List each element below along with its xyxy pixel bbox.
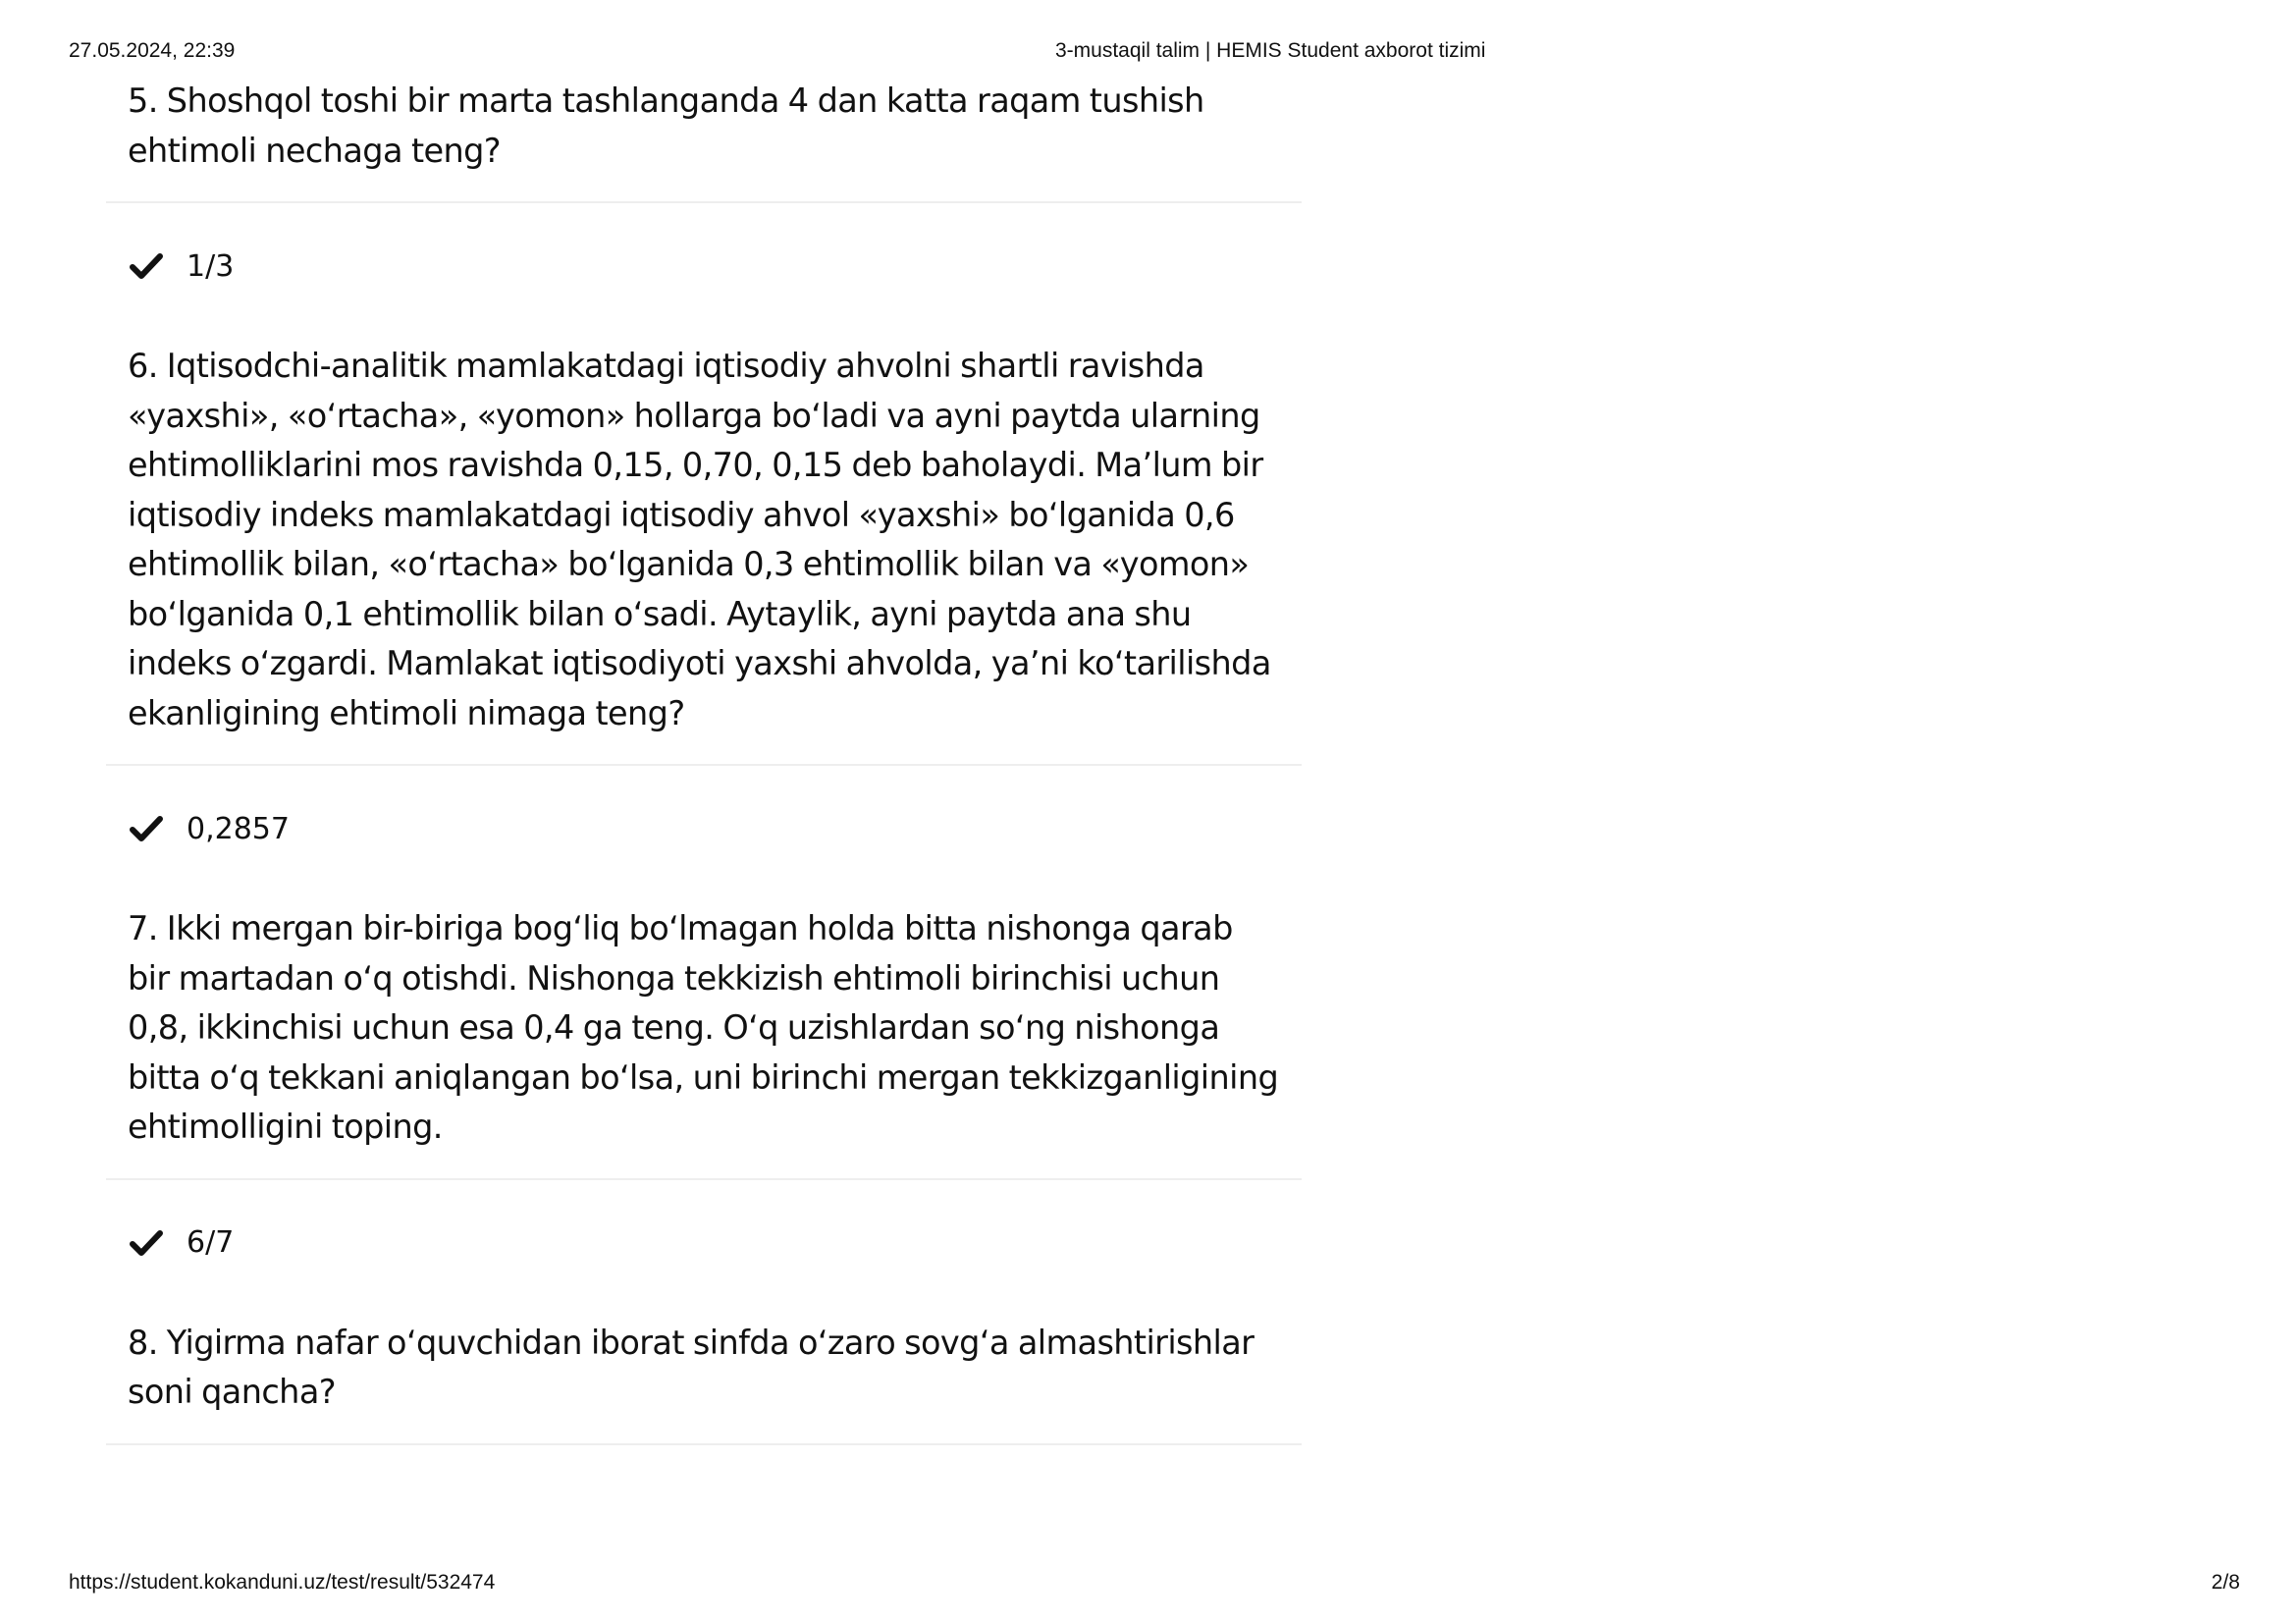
- question-text: 6. Iqtisodchi-analitik mamlakatdagi iqtisodiy ahvolni shartli ravishda «yaxshi», «oʻrtacha», «yomon» hollarga boʻladi va ayni paytda ularning ehtimolliklarini mos ravishda 0,15, 0,70, 0,15 deb baholaydi. Maʼlum bir iqtisodiy indeks mamlakatdagi iqtisodiy ahvol «yaxshi» boʻlganida 0,6 ehtimollik bilan, «oʻrtacha» boʻlganida 0,3 ehtimollik bilan va «yomon» boʻlganida 0,1 ehtimollik bilan oʻsadi. Aytaylik, ayni paytda ana shu indeks oʻzgardi. Mamlakat iqtisodiyoti yaxshi ahvolda, yaʼni koʻtarilishda ekanligining ehtimoli nimaga teng?: [128, 347, 1271, 732]
- answer-text: 6/7: [187, 1225, 235, 1260]
- print-date: 27.05.2024, 22:39: [69, 39, 236, 62]
- print-page-title: 3-mustaqil talim | HEMIS Student axborot tizimi: [1055, 39, 1486, 62]
- print-header: [69, 39, 2240, 65]
- print-footer: [69, 1571, 2240, 1596]
- page-number: 2/8: [2211, 1571, 2240, 1594]
- print-url: https://student.kokanduni.uz/test/result/532474: [69, 1571, 496, 1594]
- answer-text: 0,2857: [187, 811, 290, 846]
- question-6: [106, 342, 1302, 766]
- check-icon: [130, 251, 163, 281]
- question-5: [106, 77, 1302, 203]
- question-text: 7. Ikki mergan bir-biriga bogʻliq boʻlmagan holda bitta nishonga qarab bir martadan oʻq otishdi. Nishonga tekkizish ehtimoli birinchisi uchun 0,8, ikkinchisi uchun esa 0,4 ga teng. Oʻq uzishlardan soʻng nishonga bitta oʻq tekkani aniqlangan boʻlsa, uni birinchi mergan tekkizganligining ehtimolligini toping.: [128, 909, 1279, 1146]
- answer-text: 1/3: [187, 248, 235, 284]
- check-icon: [130, 1228, 163, 1258]
- check-icon: [130, 814, 163, 843]
- answer-6: [106, 794, 1302, 863]
- test-result-list: [106, 77, 1302, 1445]
- question-8: [106, 1319, 1302, 1445]
- question-7: [106, 904, 1302, 1180]
- answer-7: [106, 1209, 1302, 1277]
- answer-5: [106, 232, 1302, 300]
- question-text: 5. Shoshqol toshi bir marta tashlanganda 4 dan katta raqam tushish ehtimoli nechaga teng?: [128, 81, 1204, 170]
- question-text: 8. Yigirma nafar oʻquvchidan iborat sinfda oʻzaro sovgʻa almashtirishlar soni qancha?: [128, 1323, 1255, 1411]
